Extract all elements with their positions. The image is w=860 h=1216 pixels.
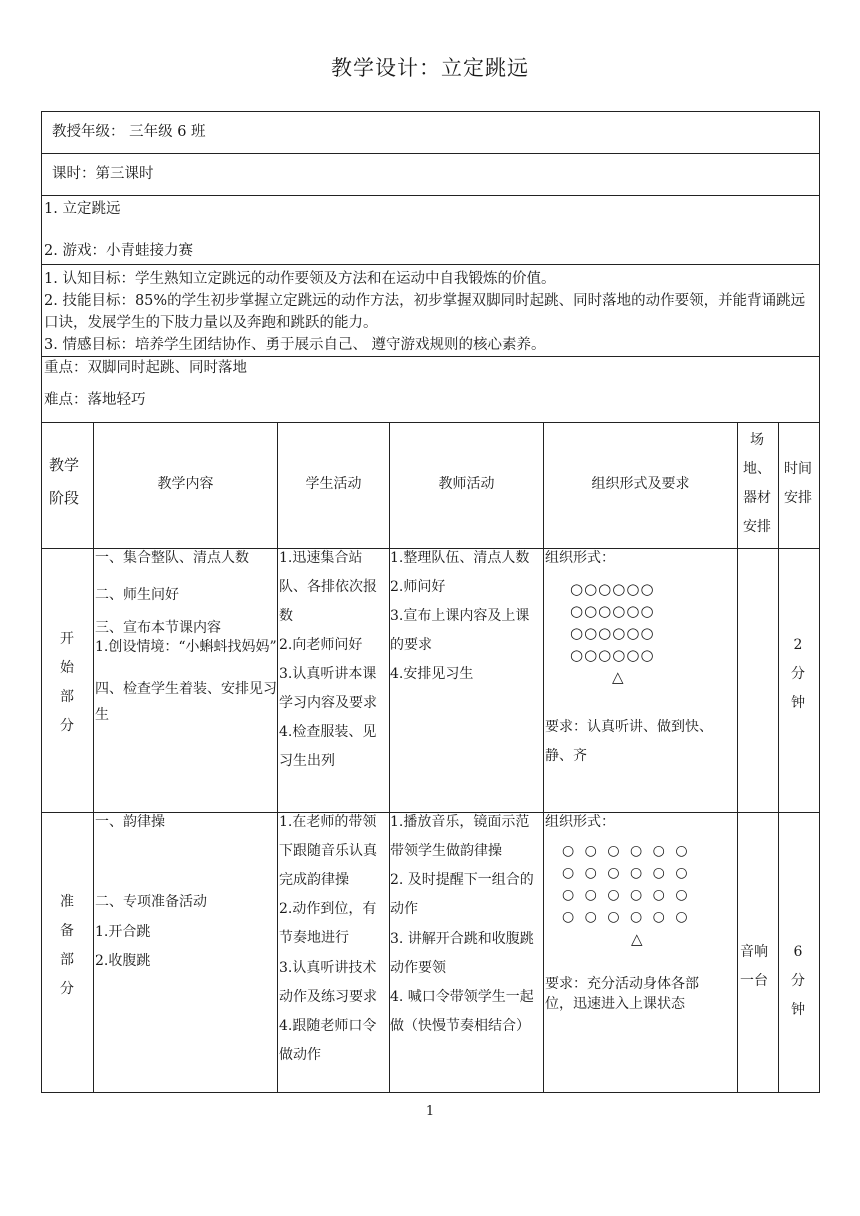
key-point: 重点：双脚同时起跳、同时落地	[44, 360, 247, 376]
page-title: 教学设计：立定跳远	[331, 56, 529, 80]
column-divider	[277, 422, 278, 1093]
teacher-position-icon: △	[612, 668, 624, 686]
difficult-point: 难点：落地轻巧	[44, 392, 146, 408]
student-activity: 3.认真听讲本课学习内容及要求	[279, 666, 377, 711]
content-line: 二、专项准备活动	[95, 894, 207, 910]
row-divider	[41, 264, 820, 265]
goal-item: 1. 认知目标：学生熟知立定跳远的动作要领及方法和在运动中自我锻炼的价值。	[44, 271, 556, 287]
teacher-activity: 1.播放音乐，镜面示范带领学生做韵律操	[390, 814, 530, 859]
column-divider	[778, 422, 779, 1093]
stage-label: 准备部分	[60, 894, 74, 997]
goal-item: 2. 技能目标：85%的学生初步掌握立定跳远的动作方法，初步掌握双脚同时起跳、同时落地的动作要领，并能背诵跳远口诀，发展学生的下肢力量以及奔跑和跳跃的能力。	[44, 293, 806, 331]
header-teacher: 教师活动	[438, 476, 495, 492]
student-activity: 1.迅速集合站队、各排依次报数	[279, 550, 377, 624]
teacher-position-icon: △	[631, 930, 643, 948]
header-content: 教学内容	[157, 476, 214, 492]
formation-row: ○○○○○○	[570, 624, 655, 642]
header-student: 学生活动	[305, 476, 362, 492]
column-divider	[93, 422, 94, 1093]
org-requirement: 要求：认真听讲、做到快、静、齐	[545, 719, 713, 764]
org-label: 组织形式：	[545, 550, 615, 566]
content-line: 三、宣布本节课内容	[95, 620, 221, 636]
content-line: 一、集合整队、清点人数	[95, 550, 249, 566]
content-line: 1.开合跳	[95, 924, 151, 940]
content-line: 四、检查学生着装、安排见习生	[95, 681, 277, 723]
column-divider	[737, 422, 738, 1093]
student-activity: 2.向老师问好	[279, 637, 363, 653]
formation-row: ○ ○ ○ ○ ○ ○	[562, 843, 691, 859]
teacher-activity: 2.师问好	[390, 579, 446, 595]
row-divider	[41, 153, 820, 154]
student-activity: 2.动作到位，有节奏地进行	[279, 901, 377, 946]
lesson-field: 课时：第三课时	[52, 166, 154, 182]
teacher-activity: 2. 及时提醒下一组合的动作	[390, 872, 534, 917]
content-line: 2.收腹跳	[95, 953, 151, 969]
formation-row: ○○○○○○	[570, 580, 655, 598]
teacher-activity: 3.宣布上课内容及上课的要求	[390, 608, 530, 653]
org-requirement: 要求：充分活动身体各部位，迅速进入上课状态	[545, 976, 699, 1012]
stage-label: 开始部分	[60, 631, 74, 734]
time-allocation: 6分钟	[791, 944, 805, 1018]
row-divider	[41, 422, 820, 423]
content-line: 1.创设情境：“小蝌蚪找妈妈”	[95, 639, 277, 655]
formation-row: ○ ○ ○ ○ ○ ○	[562, 865, 691, 881]
content-line: 二、师生问好	[95, 587, 179, 603]
student-activity: 1.在老师的带领下跟随音乐认真完成韵律操	[279, 814, 377, 888]
formation-row: ○○○○○○	[570, 602, 655, 620]
goal-item: 3. 情感目标：培养学生团结协作、勇于展示自己、 遵守游戏规则的核心素养。	[44, 337, 546, 353]
row-divider	[41, 195, 820, 196]
content-item: 2. 游戏：小青蛙接力赛	[44, 243, 193, 259]
header-time: 时间安排	[784, 461, 812, 506]
header-org: 组织形式及要求	[591, 476, 690, 492]
student-activity: 3.认真听讲技术动作及练习要求	[279, 960, 377, 1005]
student-activity: 4.跟随老师口令做动作	[279, 1018, 377, 1063]
content-line: 一、韵律操	[95, 814, 165, 830]
venue-equipment: 音响一台	[740, 944, 768, 989]
content-item: 1. 立定跳远	[44, 201, 121, 217]
grade-field: 教授年级： 三年级 6 班	[52, 124, 206, 140]
time-allocation: 2分钟	[791, 637, 805, 711]
formation-row: ○○○○○○	[570, 646, 655, 664]
teacher-activity: 4.安排见习生	[390, 666, 474, 682]
header-stage: 教学阶段	[48, 456, 79, 507]
formation-row: ○ ○ ○ ○ ○ ○	[562, 909, 691, 925]
student-activity: 4.检查服装、见习生出列	[279, 724, 377, 769]
teacher-activity: 3. 讲解开合跳和收腹跳动作要领	[390, 931, 534, 976]
teacher-activity: 1.整理队伍、清点人数	[390, 550, 530, 566]
header-venue: 场地、器材安排	[743, 432, 771, 535]
page-number: 1	[425, 1104, 435, 1119]
column-divider	[543, 422, 544, 1093]
org-label: 组织形式：	[545, 814, 615, 830]
formation-row: ○ ○ ○ ○ ○ ○	[562, 887, 691, 903]
teacher-activity: 4. 喊口令带领学生一起做（快慢节奏相结合）	[390, 989, 534, 1034]
